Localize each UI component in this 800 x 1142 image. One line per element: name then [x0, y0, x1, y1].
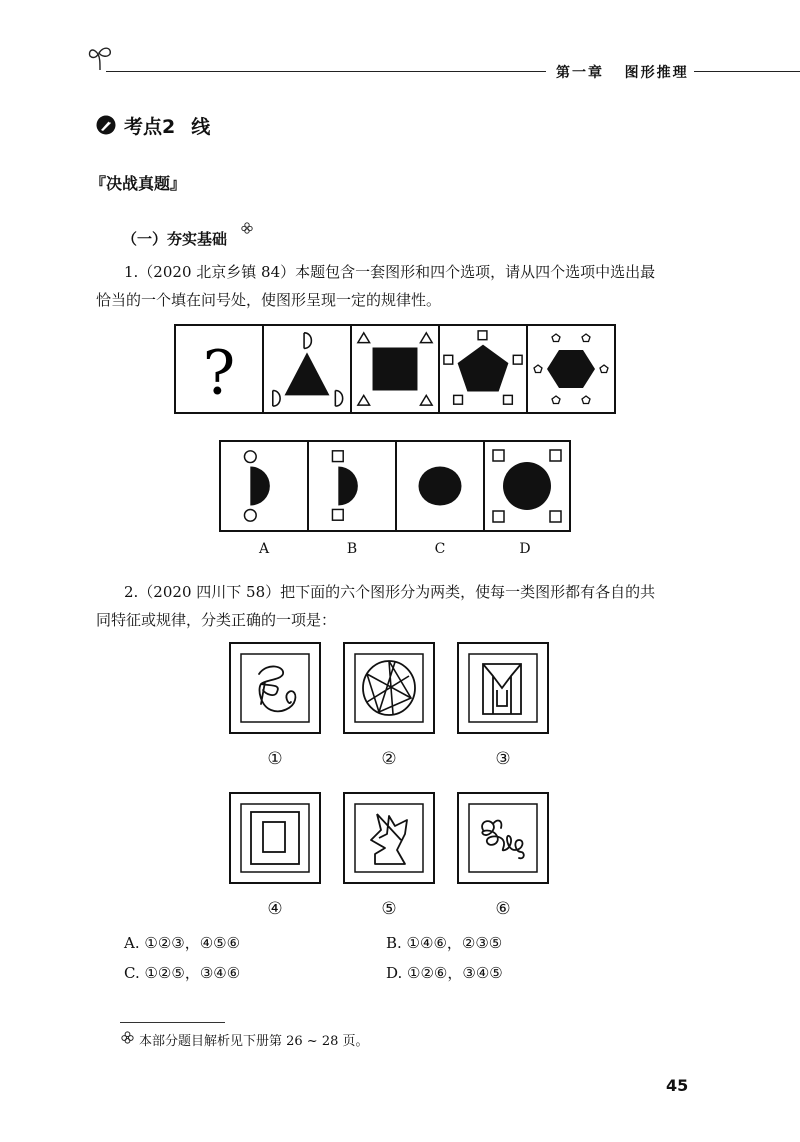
- figure-1: [229, 642, 321, 734]
- option-figure-a[interactable]: [221, 442, 309, 530]
- answer-option-d[interactable]: D. ①②⑥，③④⑤: [386, 964, 503, 982]
- sequence-cell-hexagon: [528, 326, 614, 412]
- figure-5: [343, 792, 435, 884]
- question-1-options: [219, 440, 571, 532]
- question-mark: ?: [202, 338, 236, 409]
- header-chapter: [556, 62, 689, 82]
- part-title: [122, 228, 227, 249]
- option-label-d: D: [519, 541, 531, 557]
- figure-number-4: ④: [267, 899, 283, 919]
- figure-number-1: ①: [267, 749, 283, 769]
- chapter-title: 图形推理: [624, 65, 689, 81]
- figure-number-2: ②: [381, 749, 397, 769]
- page-number: 45: [666, 1076, 689, 1095]
- option-label-a: A: [258, 541, 270, 557]
- part-title-text: （一）夯实基础: [122, 230, 228, 248]
- flower-icon: [241, 222, 253, 234]
- option-figure-b[interactable]: [309, 442, 397, 530]
- answer-option-a[interactable]: A. ①②③，④⑤⑥: [124, 934, 241, 952]
- question-2-line-2: 同特征或规律，分类正确的一项是：: [96, 611, 337, 629]
- header-rule-left: [106, 71, 546, 72]
- section-title: [124, 112, 210, 139]
- header-rule-right: [694, 71, 800, 72]
- question-2-line-1: 2.（2020 四川下 58）把下面的六个图形分为两类，使每一类图形都有各自的共: [124, 583, 656, 601]
- footnote-rule: [120, 1022, 225, 1023]
- question-1-sequence: [174, 324, 616, 414]
- section-name: 线: [191, 116, 211, 138]
- sequence-cell-square: [352, 326, 440, 412]
- option-figure-c[interactable]: [397, 442, 485, 530]
- figure-number-5: ⑤: [381, 899, 397, 919]
- footnote-text: 本部分题目解析见下册第 26 ~ 28 页。: [139, 1034, 369, 1049]
- sequence-cell-triangle: [264, 326, 352, 412]
- figure-number-3: ③: [495, 749, 511, 769]
- figure-number-6: ⑥: [495, 899, 511, 919]
- option-figure-d[interactable]: [485, 442, 569, 530]
- answer-option-b[interactable]: B. ①④⑥，②③⑤: [386, 934, 503, 952]
- pen-nib-icon: [96, 115, 116, 135]
- question-1-line-1: 1.（2020 北京乡镇 84）本题包含一套图形和四个选项，请从四个选项中选出最: [124, 263, 656, 281]
- figure-4: [229, 792, 321, 884]
- chapter-label: 第一章: [556, 65, 604, 81]
- option-label-b: B: [346, 541, 358, 557]
- answer-option-c[interactable]: C. ①②⑤，③④⑥: [124, 964, 241, 982]
- question-1-text: [96, 258, 701, 314]
- sprout-icon: [86, 42, 116, 72]
- section-label: 考点2: [124, 116, 176, 138]
- subsection-title: 『决战真题』: [90, 174, 187, 193]
- sequence-cell-question: [176, 326, 264, 412]
- figure-2: [343, 642, 435, 734]
- sequence-cell-pentagon: [440, 326, 528, 412]
- figure-6: [457, 792, 549, 884]
- figure-3: [457, 642, 549, 734]
- flower-icon: [121, 1031, 134, 1044]
- question-2-text: [96, 578, 701, 634]
- option-label-c: C: [434, 541, 446, 557]
- question-1-line-2: 恰当的一个填在问号处，使图形呈现一定的规律性。: [96, 291, 442, 309]
